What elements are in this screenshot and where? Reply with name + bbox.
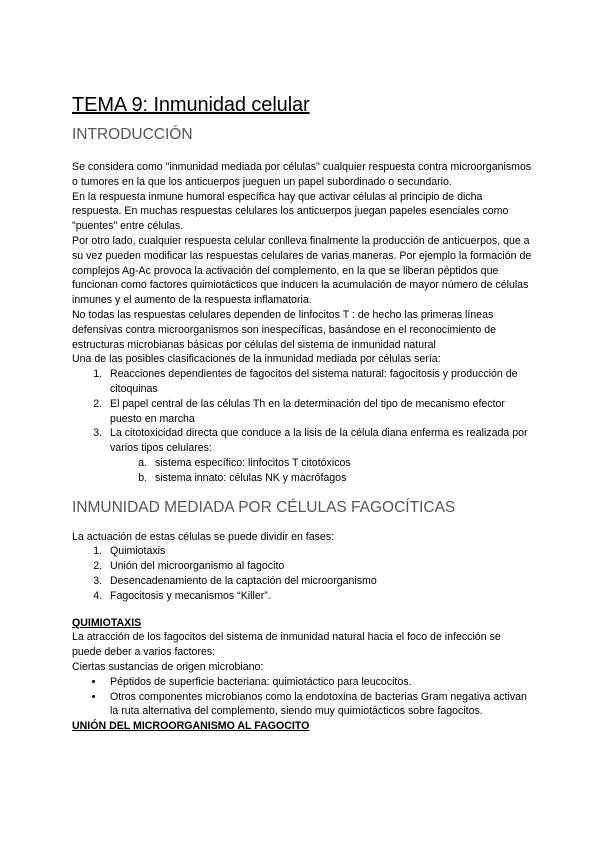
intro-paragraph: Se considera como "inmunidad mediada por células" cualquier respuesta contra microorganismos o tumores en la que los anticuerpos jueguen un papel subordinado o secundario. (72, 161, 532, 188)
intro-paragraph: Una de las posibles clasificaciones de la inmunidad mediada por células sería: (72, 353, 441, 366)
fagociticas-intro: La actuación de estas células se puede dividir en fases: (72, 530, 335, 543)
bullet-item: • Otros componentes microbianos como la endotoxina de bacterias Gram negativa activan la ruta alternativa del complemento, siendo muy quimiotácticos sobre fagocitos. (105, 690, 532, 720)
fagociticas-heading: INMUNIDAD MEDIADA POR CÉLULAS FAGOCÍTICAS (72, 498, 456, 516)
phases-list (72, 544, 532, 603)
quimiotaxis-paragraph: La atracción de los fagocitos del sistema de inmunidad natural hacia el foco de infección se puede deber a varios factores: (72, 631, 501, 659)
list-item: 2. El papel central de las células Th en la determinación del tipo de mecanismo efector puesto en marcha (105, 397, 532, 427)
list-item (105, 426, 532, 485)
bullet-item: • Péptidos de superficie bacteriana: quimiotáctico para leucocitos. (105, 675, 532, 690)
intro-paragraph: En la respuesta inmune humoral específica hay que activar células al principio de dicha respuesta. En muchas respuestas celulares los anticuerpos juegan papeles esenciales como "puentes" entre células. (72, 190, 509, 233)
intro-paragraph: No todas las respuestas celulares dependen de linfocitos T : de hecho las primeras líneas defensivas contra microorganismos son inespecíficas, basándose en el reconocimiento de estructuras microbianas básicas por células del sistema de inmunidad natural (72, 308, 496, 351)
cytotoxicity-sublist (110, 456, 532, 486)
intro-paragraph: Por otro lado, cualquier respuesta celular conlleva finalmente la producción de anticuerpos, que a su vez pueden modificar las respuestas celulares de varias maneras. Por ejemplo la formación de complejos Ag-Ac provoca la activación del complemento, en la que se liberan péptidos que funcionan como factores quimiotácticos que inducen la acumulación de mayor número de células inmunes y el aumento de la respuesta inflamatoria. (72, 234, 532, 307)
sublist-item: b. sistema innato: células NK y macrófagos (150, 471, 532, 486)
intro-heading: INTRODUCCIÓN (72, 126, 193, 143)
union-heading: UNIÓN DEL MICROORGANISMO AL FAGOCITO (72, 720, 310, 733)
sublist-item: a. sistema específico: linfocitos T citotóxicos (150, 456, 532, 471)
document-title: TEMA 9: Inmunidad celular (72, 94, 310, 116)
list-item: 1. Reacciones dependientes de fagocitos del sistema natural: fagocitosis y producción de citoquinas (105, 367, 532, 397)
quimiotaxis-paragraph: Ciertas sustancias de origen microbiano: (72, 660, 264, 673)
document-page (72, 92, 532, 734)
classification-list (72, 367, 532, 485)
quimiotaxis-heading: QUIMIOTAXIS (72, 616, 142, 629)
phase-item: 3. Desencadenamiento de la captación del microorganismo (105, 574, 532, 589)
phase-item: 1. Quimiotaxis (105, 544, 532, 559)
list-item-text: La citotoxicidad directa que conduce a la lisis de la célula diana enferma es realizada por varios tipos celulares: (110, 427, 528, 455)
microbial-substances-list (72, 675, 532, 719)
phase-item: 2. Unión del microorganismo al fagocito (105, 559, 532, 574)
phase-item: 4. Fagocitosis y mecanismos “Killer”. (105, 589, 532, 604)
